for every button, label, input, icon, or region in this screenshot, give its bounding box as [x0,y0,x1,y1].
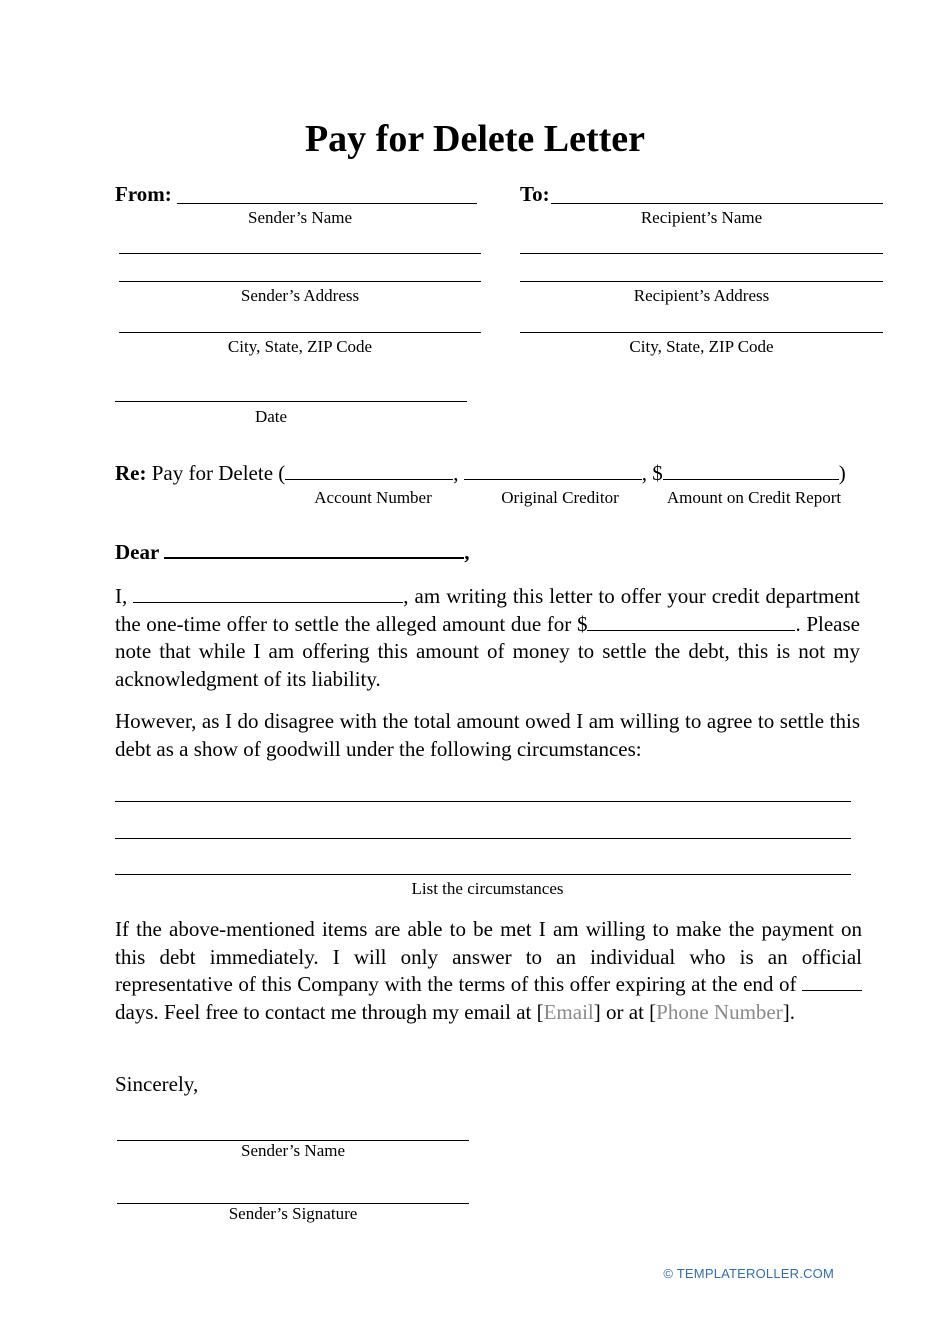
p1-start: I, [115,584,128,608]
original-creditor-caption: Original Creditor [501,488,619,507]
re-suffix: ) [838,461,846,485]
sender-address-caption: Sender’s Address [240,286,360,305]
re-line [115,460,846,488]
re-sep-1: , [453,461,459,485]
amount-caption: Amount on Credit Report [666,488,842,507]
email-placeholder[interactable]: Email [543,999,594,1024]
sender-name-caption: Sender’s Name [247,208,353,227]
p3-end: ]. [782,999,795,1024]
account-number-field[interactable] [285,461,453,480]
recipient-address-line-1[interactable] [520,253,883,254]
account-number-caption: Account Number [314,488,432,507]
sender-name-field[interactable] [177,203,477,204]
re-prefix: Pay for Delete ( [151,461,286,485]
salutation-comma: , [464,540,470,564]
amount-field[interactable] [663,461,839,480]
recipient-name-field[interactable] [551,203,883,204]
circumstances-line-2[interactable] [115,838,851,839]
circumstances-caption: List the circumstances [411,879,564,898]
footer-copyright[interactable]: © TEMPLATEROLLER.COM [663,1266,834,1281]
days-field[interactable] [802,972,862,991]
dear-label: Dear [115,540,159,564]
settlement-amount-field[interactable] [587,612,795,631]
re-label: Re: [115,461,147,485]
paragraph-terms [115,916,862,1026]
phone-placeholder[interactable]: Phone Number [656,999,783,1024]
p3-days: days. Feel free to contact me through my email at [ [115,999,544,1024]
recipient-address-line-2[interactable] [520,281,883,282]
salutation [115,539,469,564]
sender-name-inline-field[interactable] [133,584,403,603]
sincerely: Sincerely, [115,1072,199,1096]
recipient-city-field[interactable] [520,332,883,333]
from-label: From: [115,182,172,206]
recipient-city-caption: City, State, ZIP Code [629,337,774,356]
paragraph-offer [115,583,860,693]
recipient-salutation-field[interactable] [164,539,464,559]
date-field[interactable] [115,401,467,402]
sender-city-field[interactable] [119,332,481,333]
paragraph-circumstances-intro: However, as I do disagree with the total amount owed I am willing to agree to settle this debt as a show of goodwill under the following circumstances: [115,709,860,761]
p3-start: If the above-mentioned items are able to be met I am willing to make the payment on this debt immediately. I will only answer to an individual who is an official representative of this Company with the terms of this offer expiring at the end of [115,917,862,996]
sender-address-line-1[interactable] [119,253,481,254]
sender-city-caption: City, State, ZIP Code [227,337,373,356]
recipient-address-caption: Recipient’s Address [633,286,770,305]
recipient-name-caption: Recipient’s Name [640,208,763,227]
closing-sender-name-caption: Sender’s Name [240,1141,346,1160]
original-creditor-field[interactable] [464,461,642,480]
date-caption: Date [254,407,288,426]
to-label: To: [520,182,550,206]
p3-or: ] or at [ [593,999,657,1024]
p1-end: . Please note that while I am offering this amount of money to settle the debt, this is not my acknowledgment of its liability. [115,611,861,691]
signature-caption: Sender’s Signature [228,1204,358,1223]
circumstances-line-3[interactable] [115,874,851,875]
p1-after-name: , am writing this letter to offer your credit department the one-time offer to settle the alleged amount due for $ [115,584,861,636]
sender-address-line-2[interactable] [119,281,481,282]
re-sep-2: , $ [641,461,663,485]
document-title: Pay for Delete Letter [304,118,646,160]
circumstances-line-1[interactable] [115,801,851,802]
